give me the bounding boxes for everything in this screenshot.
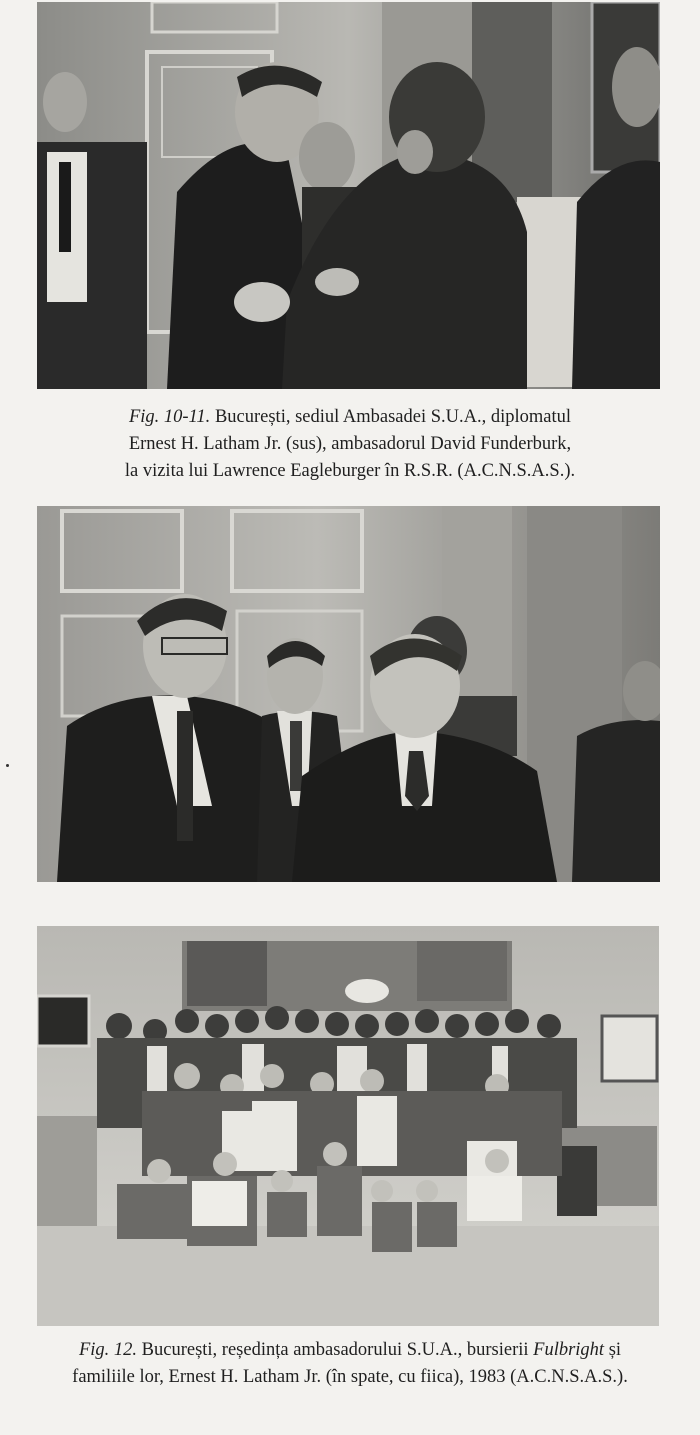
caption-line	[10, 1337, 690, 1364]
print-speck	[6, 764, 9, 767]
photo-fulbright-group-image	[37, 926, 659, 1326]
caption-line: Ernest H. Latham Jr. (sus), ambasadorul David Funderburk,	[128, 434, 572, 454]
caption-text: București, sediul Ambasadei S.U.A., diplomatul	[210, 407, 572, 427]
caption-line: la vizita lui Lawrence Eagleburger în R.S.R. (A.C.N.S.A.S.).	[124, 461, 576, 481]
caption-text: și	[604, 1340, 622, 1360]
photo-diplomats-portrait-image	[37, 506, 660, 882]
photo-fulbright-group	[37, 926, 659, 1326]
caption-line	[10, 404, 690, 431]
photo-embassy-greeting-image	[37, 2, 660, 389]
caption-line: familiile lor, Ernest H. Latham Jr. (în spate, cu fiica), 1983 (A.C.N.S.A.S.).	[72, 1367, 628, 1387]
photo-diplomats-portrait	[37, 506, 660, 882]
figure-caption-10-11	[10, 404, 690, 485]
figure-label: Fig. 12.	[78, 1340, 138, 1360]
figure-label: Fig. 10-11.	[128, 407, 211, 427]
figure-caption-12	[10, 1337, 690, 1391]
caption-emphasis: Fulbright	[533, 1340, 605, 1360]
caption-text: București, reședința ambasadorului S.U.A., bursierii	[137, 1340, 534, 1360]
photo-embassy-greeting	[37, 2, 660, 389]
